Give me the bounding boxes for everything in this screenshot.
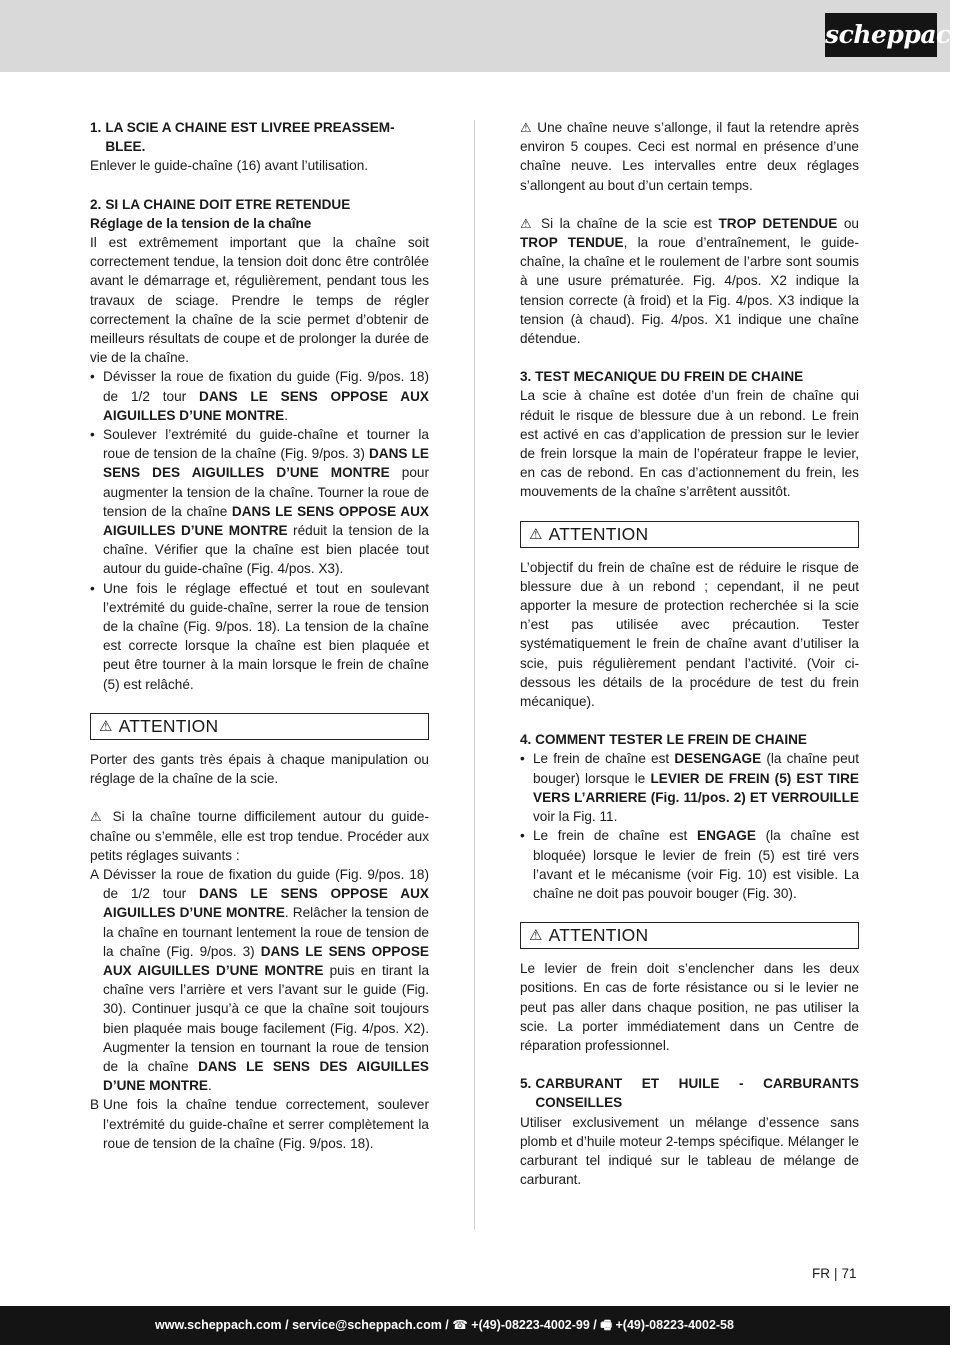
- bullet: •: [520, 828, 525, 844]
- section-5-title: CARBURANT ET HUILE - CARBURANTS CONSEILLES: [535, 1076, 859, 1111]
- list-item: [90, 367, 429, 425]
- section-2-intro: Il est extrêmement important que la chaîne soit correctement tendue, la tension doit donc être contrôlée avant le démarrage et, régulièrement, pendant tous les travaux de sciage. Prendre le temps de régler correctement la chaîne de la scie permet d’obtenir de meilleurs résultats de coupe et de prolonger la durée de vie de la chaîne.: [90, 235, 429, 366]
- section-5-text: Utiliser exclusivement un mélange d’essence sans plomb et d’huile moteur 2-temps spécifique. Mélanger le carburant tel indiqué sur le tableau de mélange de carburant.: [520, 1114, 859, 1188]
- list-item-text: Une fois le réglage effectué et tout en soulevant l’extrémité du guide-chaîne, serrer la roue de tension de la chaîne (Fig. 9/pos. 18). La tension de la chaîne est correcte lorsque la chaîne est bien plaquée et peut être tourner à la main lorsque le frein de chaîne (5) est relâché.: [103, 580, 429, 692]
- warning-icon: ⚠: [99, 717, 113, 735]
- section-2-title: SI LA CHAINE DOIT ETRE RETENDUE: [105, 196, 351, 212]
- list-item: [90, 865, 429, 1095]
- warning-paragraph: ⚠ Si la chaîne tourne difficilement autour du guide-chaîne ou s’emmêle, elle est trop tendue. Procéder aux petits réglages suivants :: [90, 809, 430, 863]
- attention-box: [90, 713, 429, 740]
- list-letter: A: [90, 866, 100, 882]
- language-code: FR: [812, 1266, 830, 1281]
- scheppach-logo: scheppach: [825, 13, 937, 57]
- section-1-title: LA SCIE A CHAINE EST LIVREE PREASSEM-BLEE.: [105, 120, 395, 155]
- warning-icon: ⚠: [520, 215, 535, 231]
- list-item: [90, 579, 429, 694]
- attention-box: [520, 922, 859, 949]
- warning-paragraph: ⚠ Une chaîne neuve s’allonge, il faut la retendre après environ 5 coupes. Ceci est normal en présence d’une chaîne neuve. Les intervalles entre deux réglages s’allongent au bout d’un certain temps.: [520, 120, 859, 193]
- warning-paragraph: ⚠ Si la chaîne de la scie est TROP DETENDUE ou TROP TENDUE, la roue d’entraînement, le guide-chaîne, la chaîne et le roulement de l’arbre sont soumis à une usure prématurée. Fig. 4/pos. X2 indique la tension correcte (à froid) et la Fig. 4/pos. X3 indique la tension (à chaud). Fig. 4/pos. X1 indique une chaîne détendue.: [520, 215, 859, 347]
- section-3-text: La scie à chaîne est dotée d’un frein de chaîne qui réduit le risque de blessure due à un rebond. Le frein est activé en cas d’application de pression sur le levier de frein lorsque la main de l’opérateur frappe le levier, en cas de rebond. En cas d’actionnement du frein, les mouvements de la chaîne s’arrêtent aussitôt.: [520, 388, 859, 500]
- warning-icon: ⚠: [529, 525, 543, 543]
- warning-icon: ⚠: [529, 927, 543, 944]
- attention-label: ATTENTION: [118, 715, 219, 736]
- warning-icon: ⚠: [520, 120, 533, 135]
- section-2-subtitle: Réglage de la tension de la chaîne: [90, 215, 312, 231]
- list-item-text: Dévisser la roue de fixation du guide (Fig. 9/pos. 18) de 1/2 tour DANS LE SENS OPPOSE AUX AIGUILLES D’UNE MONTRE.: [103, 369, 429, 423]
- footer-contact: www.scheppach.com / service@scheppach.com / ☎ +(49)-08223-4002-99 / 🖷 +(49)-08223-4002-58: [155, 1318, 734, 1332]
- section-1-heading: [90, 118, 429, 156]
- section-2-number: 2.: [90, 196, 102, 212]
- list-item-text: Soulever l’extrémité du guide-chaîne et tourner la roue de tension de la chaîne (Fig. 9/pos. 3) DANS LE SENS DES AIGUILLES D’UNE MONTRE pour augmenter la tension de la chaîne. Tourner la roue de tension de la chaîne DANS LE SENS OPPOSE AUX AIGUILLES D’UNE MONTRE réduit la tension de la chaîne. Vérifier que la chaîne est bien placée tout autour du guide-chaîne (Fig. 4/pos. X3).: [103, 427, 430, 577]
- attention-text: Porter des gants très épais à chaque manipulation ou réglage de la chaîne de la scie.: [90, 751, 429, 787]
- attention-box: [520, 521, 859, 548]
- list-item: [520, 749, 859, 826]
- section-1-number: 1.: [90, 120, 102, 135]
- warning-icon: ⚠: [90, 809, 106, 825]
- list-item-text: Le frein de chaîne est ENGAGE (la chaîne est bloquée) lorsque le levier de frein (5) est tiré vers l’avant et le mécanisme (voir Fig. 10) est visible. La chaîne ne doit pas pouvoir bouger (Fig. 30).: [533, 828, 859, 901]
- column-divider: [474, 120, 475, 1230]
- list-item-text: Une fois la chaîne tendue correctement, soulever l’extrémité du guide-chaîne et serrer complètement la roue de tension de la chaîne (Fig. 9/pos. 18).: [103, 1097, 429, 1151]
- attention-label: ATTENTION: [548, 523, 649, 544]
- list-item: [90, 1095, 429, 1153]
- bullet: •: [90, 369, 95, 385]
- page-header: [0, 0, 968, 72]
- section-5-number: 5.: [520, 1076, 532, 1092]
- list-item: [90, 425, 429, 579]
- section-4-heading: 4. COMMENT TESTER LE FREIN DE CHAINE: [520, 732, 807, 748]
- page-number-value: 71: [841, 1266, 857, 1281]
- left-column: [90, 118, 429, 1153]
- section-3-heading: 3. TEST MECANIQUE DU FREIN DE CHAINE: [520, 369, 804, 385]
- page-number: [812, 1266, 857, 1281]
- list-letter: B: [90, 1097, 100, 1113]
- section-5-heading: [520, 1074, 859, 1112]
- list-item: [520, 826, 859, 903]
- right-column: [520, 118, 859, 1189]
- list-item-text: Le frein de chaîne est DESENGAGE (la chaîne peut bouger) lorsque le LEVIER DE FREIN (5) EST TIRE VERS L’ARRIERE (Fig. 11/pos. 2) ET VERROUILLE voir la Fig. 11.: [533, 751, 859, 825]
- attention-text: L’objectif du frein de chaîne est de réduire le risque de blessure due à un rebond ; cependant, il ne peut apporter la mesure de protection recherchée si la scie n’est pas utilisée avec précaution. Tester systématiquement le frein de chaîne avant d’utiliser la scie, puis régulièrement pendant l’activité. (Voir ci-dessous les détails de la procédure de test du frein mécanique).: [520, 559, 859, 710]
- attention-label: ATTENTION: [548, 925, 649, 945]
- section-1-text: Enlever le guide-chaîne (16) avant l’utilisation.: [90, 158, 369, 174]
- bullet: •: [520, 751, 525, 767]
- list-item-text: Dévisser la roue de fixation du guide (Fig. 9/pos. 18) de 1/2 tour DANS LE SENS OPPOSE AUX AIGUILLES D’UNE MONTRE. Relâcher la tension de la chaîne en tournant lentement la roue de tension de la chaîne (Fig. 9/pos. 3) DANS LE SENS OPPOSE AUX AIGUILLES D’UNE MONTRE puis en tirant la chaîne vers l’arrière et vers l’avant sur le guide (Fig. 30). Continuer jusqu’à ce que la chaîne soit toujours bien plaquée mais bouge facilement (Fig. 4/pos. X2). Augmenter la tension en tournant la roue de tension de la chaîne DANS LE SENS DES AIGUILLES D’UNE MONTRE.: [103, 866, 430, 1094]
- bullet: •: [90, 427, 95, 443]
- section-2-heading: [90, 195, 429, 214]
- page-separator: |: [834, 1266, 838, 1281]
- bullet: •: [90, 580, 95, 596]
- attention-text: Le levier de frein doit s’enclencher dans les deux positions. En cas de forte résistance ou si le levier ne peut pas aller dans chaque position, ne pas utiliser la scie. La porter immédiatement dans un Centre de réparation professionnel.: [520, 961, 859, 1053]
